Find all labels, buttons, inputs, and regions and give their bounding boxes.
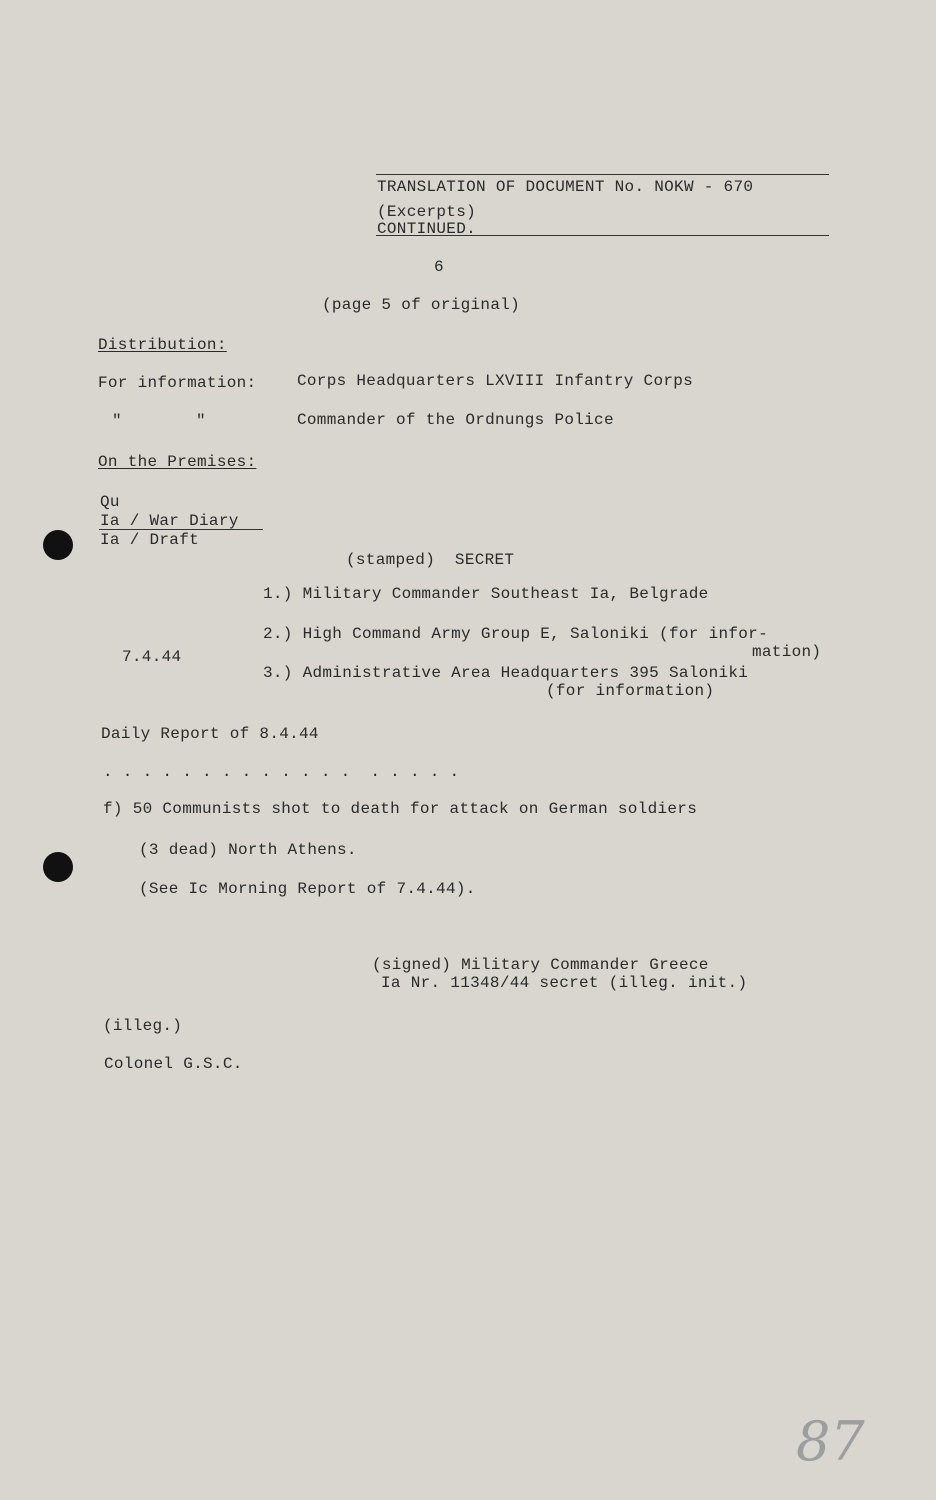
- excerpts-note: (Excerpts): [377, 203, 477, 221]
- ditto-mark: ": [112, 412, 122, 430]
- recipient-line: 3.) Administrative Area Headquarters 395 Saloniki: [263, 664, 749, 682]
- recipient-line: mation): [752, 643, 822, 661]
- folio-number: 87: [796, 1410, 865, 1473]
- page-number: 6: [434, 258, 444, 276]
- info-label: For information:: [98, 374, 257, 392]
- punch-hole: [43, 852, 73, 882]
- document-title: TRANSLATION OF DOCUMENT No. NOKW - 670: [377, 178, 754, 196]
- premises-label: On the Premises:: [98, 453, 257, 471]
- info-value-police: Commander of the Ordnungs Police: [297, 411, 614, 429]
- recipient-line: 1.) Military Commander Southeast Ia, Belgrade: [263, 585, 709, 603]
- ditto-mark: ": [196, 412, 206, 430]
- recipient-line: 2.) High Command Army Group E, Saloniki (for infor-: [263, 625, 768, 643]
- continued-note: CONTINUED.: [377, 220, 477, 238]
- punch-hole: [43, 530, 73, 560]
- date-note: 7.4.44: [122, 648, 182, 666]
- item-f-line: (See Ic Morning Report of 7.4.44).: [139, 880, 476, 898]
- closing-rank: Colonel G.S.C.: [104, 1055, 243, 1073]
- premises-rule: [99, 529, 263, 530]
- secret-stamp: (stamped) SECRET: [346, 551, 515, 569]
- info-value-corps: Corps Headquarters LXVIII Infantry Corps: [297, 372, 694, 390]
- ellipsis: . . . . . . . . . . . . . . . . . .: [103, 763, 460, 781]
- item-f-line: f) 50 Communists shot to death for attack on German soldiers: [103, 800, 698, 818]
- signature-line: (signed) Military Commander Greece: [372, 956, 709, 974]
- recipient-line: (for information): [546, 682, 715, 700]
- report-title: Daily Report of 8.4.44: [101, 725, 319, 743]
- page-of-original: (page 5 of original): [322, 296, 521, 314]
- signature-line: Ia Nr. 11348/44 secret (illeg. init.): [381, 974, 748, 992]
- closing-illeg: (illeg.): [103, 1017, 183, 1035]
- distribution-label: Distribution:: [98, 336, 227, 354]
- premises-item: Ia / War Diary: [100, 512, 239, 530]
- header-top-rule: [376, 174, 829, 175]
- header-bottom-rule: [376, 235, 829, 236]
- premises-item: Qu: [100, 493, 120, 511]
- item-f-line: (3 dead) North Athens.: [139, 841, 357, 859]
- premises-item: Ia / Draft: [100, 531, 200, 549]
